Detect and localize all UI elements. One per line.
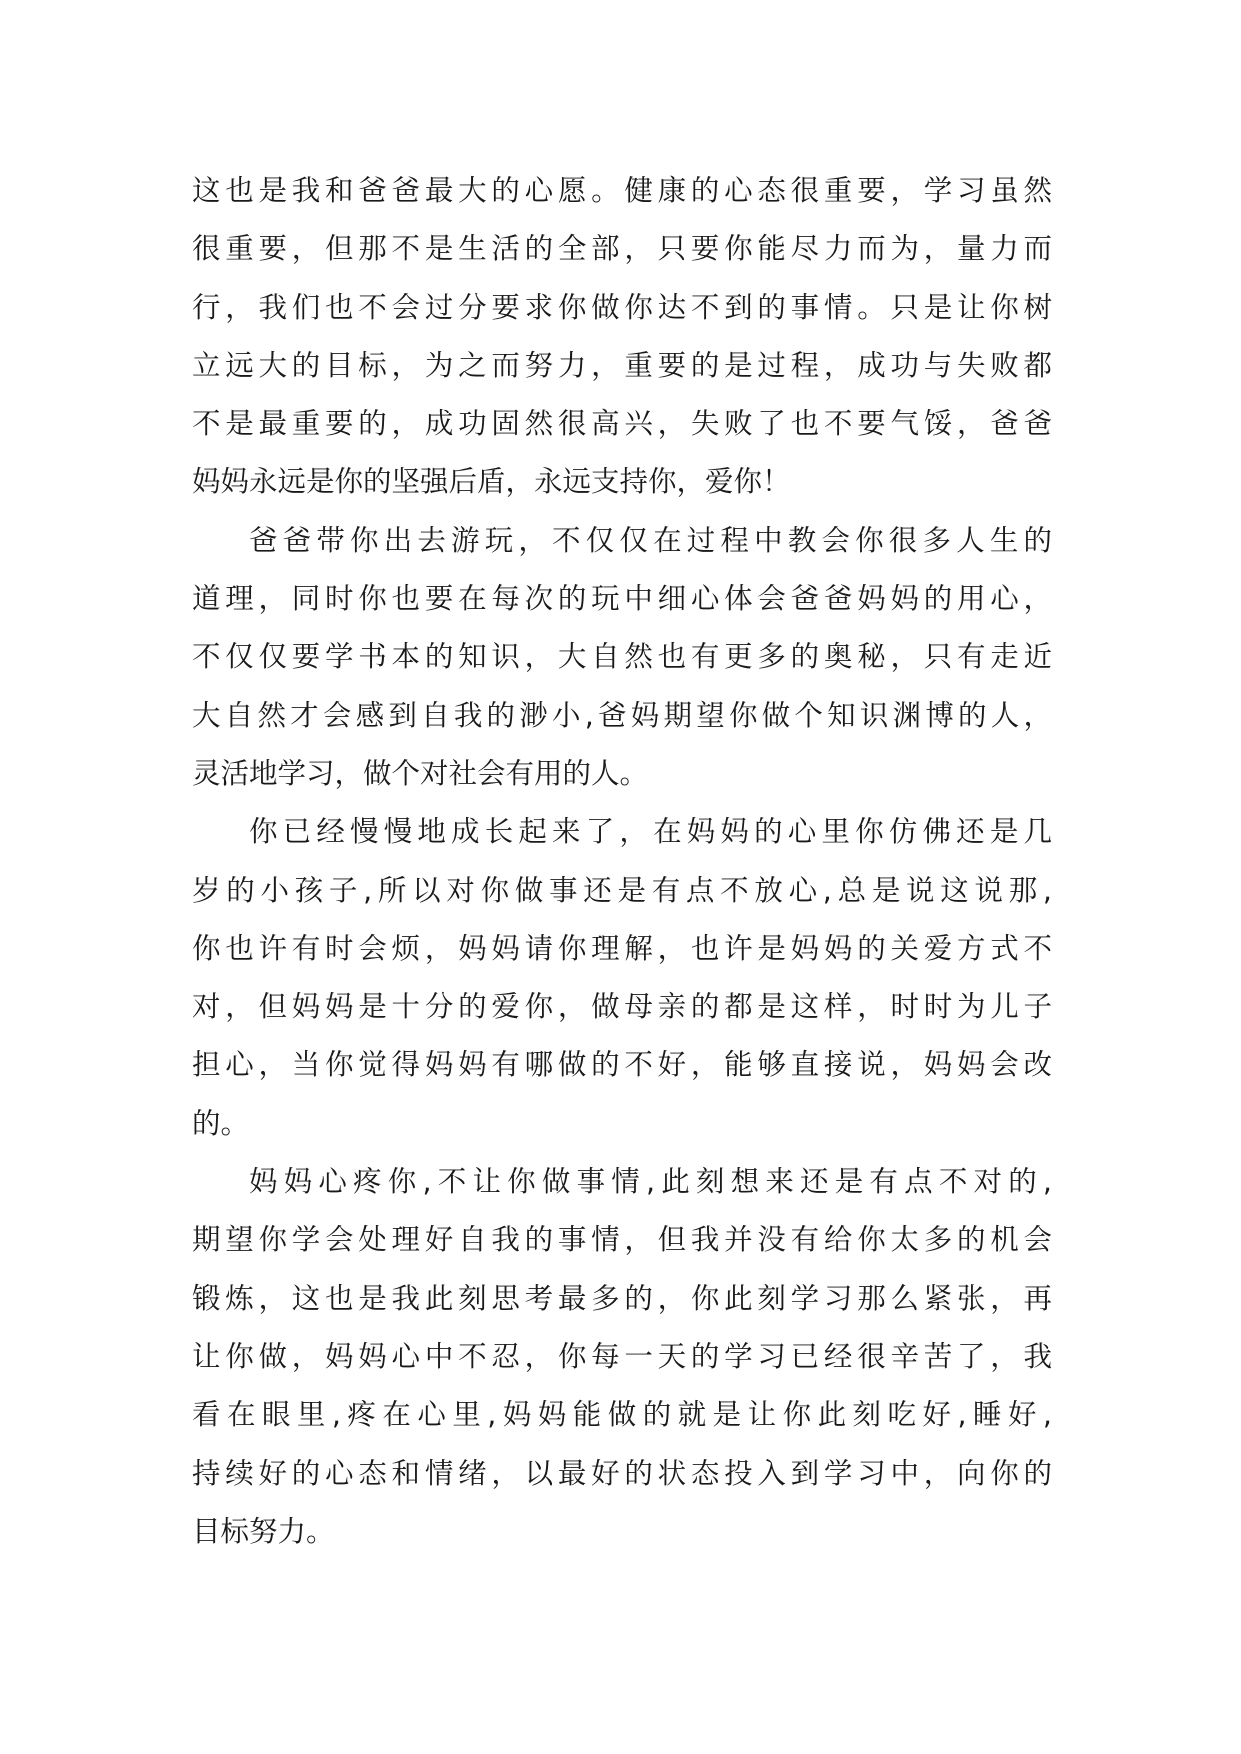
text-line: 大自然才会感到自我的渺小,爸妈期望你做个知识渊博的人，: [192, 698, 1052, 732]
paragraph-4: [192, 1153, 1052, 1561]
text-line: 立远大的目标，为之而努力，重要的是过程，成功与失败都: [192, 348, 1052, 382]
text-line: 锻炼，这也是我此刻思考最多的，你此刻学习那么紧张，再: [192, 1281, 1052, 1315]
text-line: 让你做，妈妈心中不忍，你每一天的学习已经很辛苦了，我: [192, 1339, 1052, 1373]
text-line: 行，我们也不会过分要求你做你达不到的事情。只是让你树: [192, 290, 1052, 324]
text-line: 看在眼里,疼在心里,妈妈能做的就是让你此刻吃好,睡好,: [192, 1398, 1052, 1432]
paragraph-3: [192, 803, 1052, 1153]
text-line: 你已经慢慢地成长起来了，在妈妈的心里你仿佛还是几: [249, 815, 1052, 849]
text-line: 爸爸带你出去游玩，不仅仅在过程中教会你很多人生的: [249, 523, 1052, 557]
text-line: 不是最重要的，成功固然很高兴，失败了也不要气馁，爸爸: [192, 407, 1052, 441]
text-line: 对，但妈妈是十分的爱你，做母亲的都是这样，时时为儿子: [192, 990, 1052, 1024]
text-line: 很重要，但那不是生活的全部，只要你能尽力而为，量力而: [192, 232, 1052, 266]
text-line: 妈妈永远是你的坚强后盾，永远支持你，爱你！: [192, 465, 791, 499]
text-line: 你也许有时会烦，妈妈请你理解，也许是妈妈的关爱方式不: [192, 931, 1052, 965]
text-line: 目标努力。: [192, 1514, 335, 1548]
text-line: 的。: [192, 1106, 250, 1140]
text-line: 持续好的心态和情绪，以最好的状态投入到学习中，向你的: [192, 1456, 1052, 1490]
letter-body: [192, 162, 1052, 1561]
paragraph-1: [192, 162, 1052, 512]
text-line: 这也是我和爸爸最大的心愿。健康的心态很重要，学习虽然: [192, 174, 1052, 207]
text-line: 道理，同时你也要在每次的玩中细心体会爸爸妈妈的用心，: [192, 582, 1052, 616]
text-line: 岁的小孩子,所以对你做事还是有点不放心,总是说这说那,: [192, 873, 1052, 907]
text-line: 担心，当你觉得妈妈有哪做的不好，能够直接说，妈妈会改: [192, 1048, 1052, 1082]
paragraph-2: [192, 512, 1052, 803]
text-line: 不仅仅要学书本的知识，大自然也有更多的奥秘，只有走近: [192, 640, 1052, 674]
text-line: 妈妈心疼你,不让你做事情,此刻想来还是有点不对的,: [249, 1165, 1052, 1199]
text-line: 期望你学会处理好自我的事情，但我并没有给你太多的机会: [192, 1223, 1052, 1257]
text-line: 灵活地学习，做个对社会有用的人。: [192, 756, 649, 790]
